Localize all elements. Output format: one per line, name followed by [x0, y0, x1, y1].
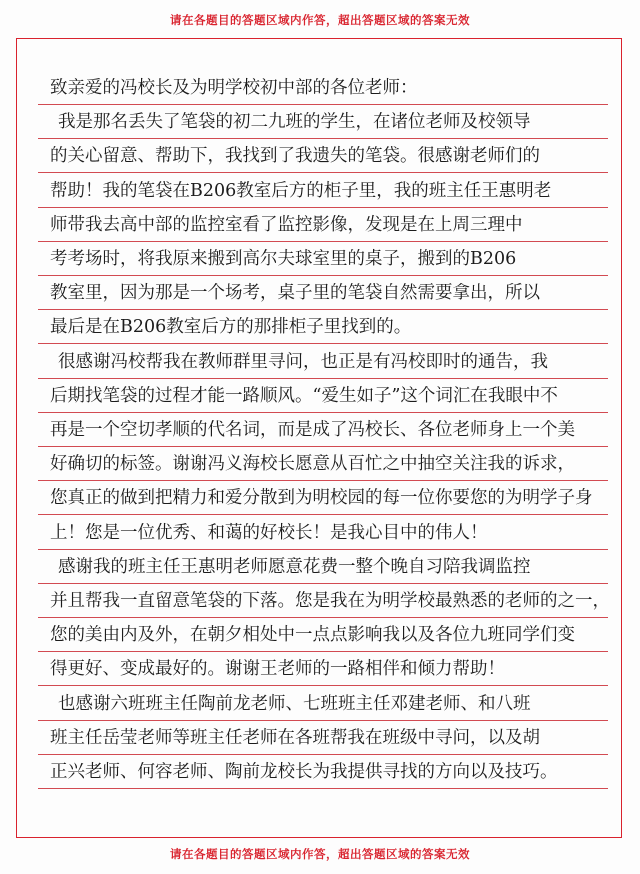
letter-line-2: 我是那名丢失了笔袋的初二九班的学生，在诸位老师及校领导 [58, 112, 531, 133]
letter-line-1: 致亲爱的冯校长及为明学校初中部的各位老师： [50, 78, 418, 98]
letter-line-11: 再是一个空切孝顺的代名词，而是成了冯校长、各位老师身上一个美 [50, 420, 575, 440]
letter-line-19: 也感谢六班班主任陶前龙老师、七班班主任邓建老师、和八班 [58, 693, 531, 714]
letter-line-10: 后期找笔袋的过程才能一路顺风。“爱生如子”这个词汇在我眼中不 [50, 385, 558, 406]
letter-line-4: 帮助！我的笔袋在B206教室后方的柜子里，我的班主任王惠明老 [50, 180, 552, 201]
answer-area-notice-bottom: 请在各题目的答题区域内作答，超出答题区域的答案无效 [170, 847, 470, 861]
letter-line-12: 好确切的标签。谢谢冯义海校长愿意从百忙之中抽空关注我的诉求， [50, 454, 575, 475]
letter-line-18: 得更好、变成最好的。谢谢王老师的一路相伴和倾力帮助！ [50, 659, 505, 680]
letter-line-21: 正兴老师、何容老师、陶前龙校长为我提供寻找的方向以及技巧。 [50, 762, 558, 782]
letter-line-20: 班主任岳莹老师等班主任老师在各班帮我在班级中寻问，以及胡 [50, 727, 540, 748]
letter-line-8: 最后是在B206教室后方的那排柜子里找到的。 [50, 317, 412, 338]
letter-line-14: 上！您是一位优秀、和蔼的好校长！是我心目中的伟人！ [50, 522, 488, 543]
letter-line-6: 考考场时，将我原来搬到高尔夫球室里的桌子，搬到的B206 [50, 249, 517, 269]
letter-line-16: 并且帮我一直留意笔袋的下落。您是我在为明学校最熟悉的老师的之一， [50, 591, 610, 611]
letter-line-3: 的关心留意、帮助下，我找到了我遗失的笔袋。很感谢老师们的 [50, 146, 540, 167]
letter-line-5: 师带我去高中部的监控室看了监控影像，发现是在上周三理中 [50, 214, 523, 235]
letter-line-17: 您的美由内及外，在朝夕相处中一点点影响我以及各位九班同学们变 [50, 625, 575, 646]
letter-line-7: 教室里，因为那是一个场考，桌子里的笔袋自然需要拿出，所以 [50, 283, 540, 304]
answer-area-notice-top: 请在各题目的答题区域内作答，超出答题区域的答案无效 [170, 13, 470, 27]
letter-line-15: 感谢我的班主任王惠明老师愿意花费一整个晚自习陪我调监控 [58, 556, 531, 577]
letter-line-13: 您真正的做到把精力和爱分散到为明校园的每一位你要您的为明学子身 [50, 488, 593, 509]
letter-line-9: 很感谢冯校帮我在教师群里寻问，也正是有冯校即时的通告，我 [58, 351, 548, 372]
